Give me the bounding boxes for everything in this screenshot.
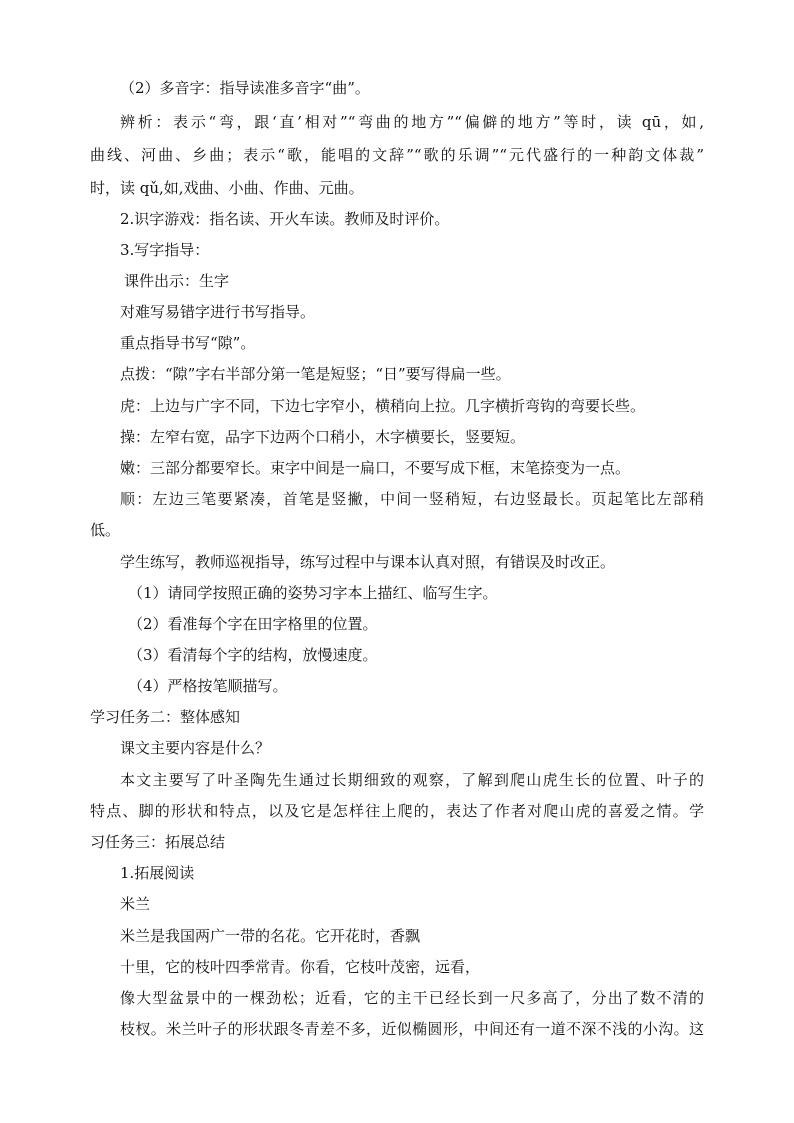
text-line: 曲线、河曲、乡曲；表示“歌，能唱的文辞”“歌的乐调”“元代盛行的一种韵文体裁” <box>90 146 704 164</box>
text-line: 米兰是我国两广一带的名花。它开花时，香飘 <box>120 927 421 945</box>
section-heading: 习任务三：拓展总结 <box>90 833 226 851</box>
text-line: （2）多音字：指导读准多音字“曲”。 <box>120 79 370 97</box>
section-heading: 学习任务二：整体感知 <box>90 708 241 726</box>
text-line: 学生练写，教师巡视指导，练写过程中与课本认真对照，有错误及时改正。 <box>120 553 616 571</box>
text-line: （3）看清每个字的结构，放慢速度。 <box>128 646 378 664</box>
text-line: 辨析：表示“弯，跟‘直’相对”“弯曲的地方”“偏僻的地方”等时，读 qū，如, <box>120 113 704 131</box>
text-line: 3.写字指导： <box>120 241 210 259</box>
text-line: 课文主要内容是什么？ <box>120 739 271 757</box>
text-line: 重点指导书写“隙”。 <box>120 334 256 352</box>
text-line: （2）看准每个字在田字格里的位置。 <box>128 615 378 633</box>
text-line: 对难写易错字进行书写指导。 <box>120 303 316 321</box>
text-line: 虎：上边与广字不同，下边七字窄小，横稍向上拉。几字横折弯钩的弯要长些。 <box>120 397 646 415</box>
reading-title: 米兰 <box>120 895 151 913</box>
text-line: 像大型盆景中的一棵劲松；近看，它的主干已经长到一尺多高了，分出了数不清的 <box>120 989 704 1007</box>
text-line: 十里，它的枝叶四季常青。你看，它枝叶茂密，远看， <box>120 958 481 976</box>
text-line: 课件出示：生字 <box>124 272 230 290</box>
text-line: 1.拓展阅读 <box>120 864 195 882</box>
text-line: 低。 <box>90 521 121 539</box>
text-line: 嫩：三部分都要窄长。束字中间是一扁口，不要写成下框，末笔捺变为一点。 <box>120 459 631 477</box>
text-line: 本文主要写了叶圣陶先生通过长期细致的观察，了解到爬山虎生长的位置、叶子的 <box>120 771 704 789</box>
text-line: 操：左窄右宽，品字下边两个口稍小，木字横要长，竖要短。 <box>120 428 526 446</box>
text-line: 特点、脚的形状和特点，以及它是怎样往上爬的，表达了作者对爬山虎的喜爱之情。学 <box>90 802 704 820</box>
text-line: 2.识字游戏：指名读、开火车读。教师及时评价。 <box>120 210 450 228</box>
text-line: 点拨：“隙”字右半部分第一笔是短竖；“日”要写得扁一些。 <box>120 365 511 383</box>
text-line: 枝杈。米兰叶子的形状跟冬青差不多，近似椭圆形，中间还有一道不深不浅的小沟。这 <box>120 1020 704 1038</box>
text-line: 顺：左边三笔要紧凑，首笔是竖撇，中间一竖稍短，右边竖最长。页起笔比左部稍 <box>120 490 704 508</box>
text-line: （4）严格按笔顺描写。 <box>128 677 288 695</box>
text-line: （1）请同学按照正确的姿势习字本上描红、临写生字。 <box>128 584 498 602</box>
text-line: 时，读 qǔ,如,戏曲、小曲、作曲、元曲。 <box>90 179 364 197</box>
